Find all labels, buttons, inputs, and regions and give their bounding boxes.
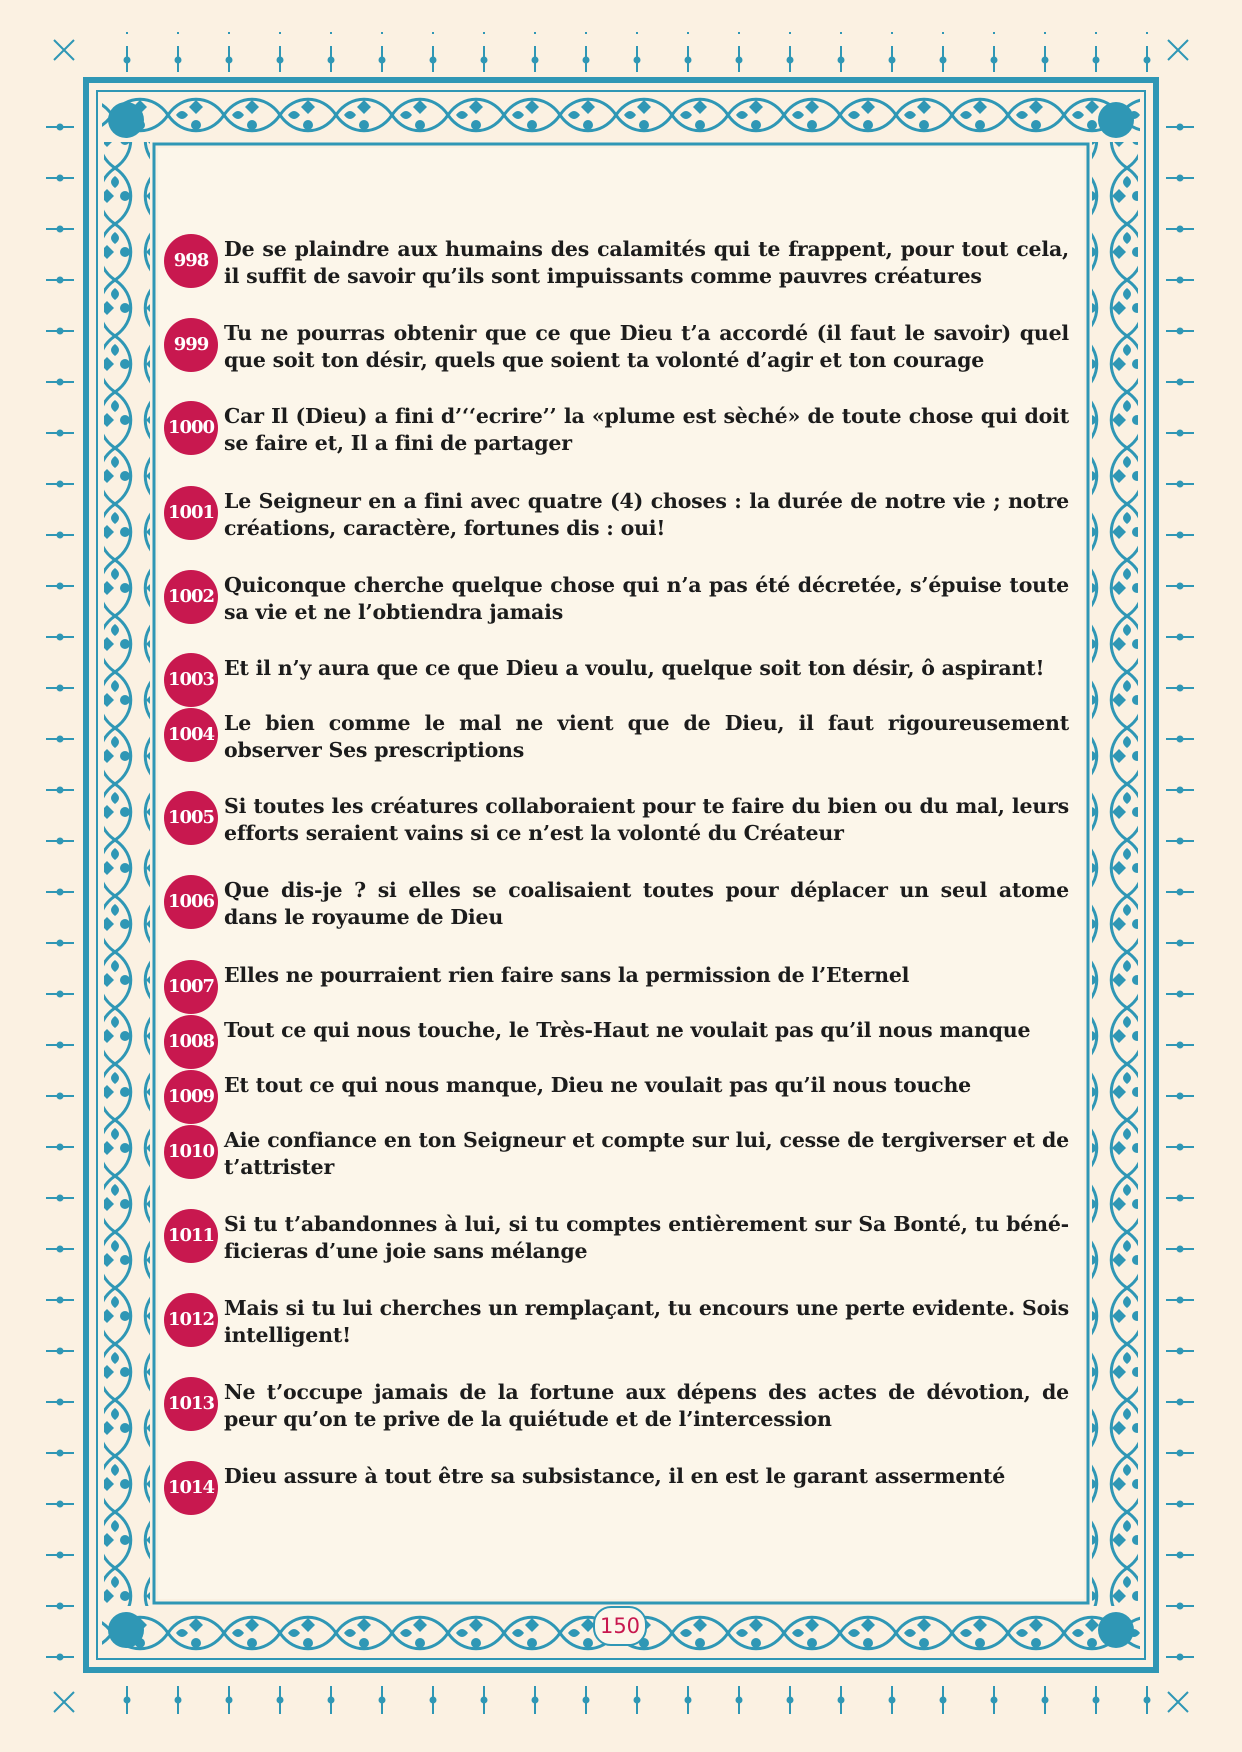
verse-text: Et tout ce qui nous manque, Dieu ne voulait pas qu’il nous touche <box>224 1073 972 1097</box>
verse-number-badge: 999 <box>164 318 218 372</box>
verse-text: Quiconque cherche quelque chose qui n’a pas été décretée, s’épuise toute sa vie et ne l’obtiendra jamais <box>224 573 1069 624</box>
verse-text: Le Seigneur en a fini avec quatre (4) choses : la durée de notre vie ; notre créations, caractère, fortunes dis : oui! <box>224 489 1069 540</box>
verse-number-badge: 1010 <box>164 1125 218 1179</box>
verse-number-badge: 998 <box>164 234 218 288</box>
verse-number-badge: 1004 <box>164 708 218 762</box>
verse-text: Ne t’occupe jamais de la fortune aux dépens des actes de dévotion, de peur qu’on te prive de la quiétude et de l’intercession <box>224 1380 1069 1431</box>
verse-text: Tout ce qui nous touche, le Très-Haut ne voulait pas qu’il nous manque <box>224 1018 1031 1042</box>
verse-number-badge: 1006 <box>164 875 218 929</box>
verse-text: Tu ne pourras obtenir que ce que Dieu t’a accordé (il faut le savoir) quel que soit ton désir, quels que soient ta volonté d’agir et ton courage <box>224 321 1069 372</box>
verse-number-badge: 1002 <box>164 570 218 624</box>
verse-text: Elles ne pourraient rien faire sans la permission de l’Eternel <box>224 963 910 987</box>
verse-text: Aie confiance en ton Seigneur et compte sur lui, cesse de tergiverser et de t’attrister <box>224 1128 1069 1179</box>
verse-text: Le bien comme le mal ne vient que de Dieu, il faut rigoureusement observer Ses prescriptions <box>224 711 1069 762</box>
verse-text: De se plaindre aux humains des calamités qui te frappent, pour tout cela, il suffit de savoir qu’ils sont impuissants comme pauvres créatures <box>224 237 1069 288</box>
verse-number-badge: 1007 <box>164 960 218 1014</box>
verse-number-badge: 1009 <box>164 1070 218 1124</box>
verse-text: Si toutes les créatures collaboraient pour te faire du bien ou du mal, leurs efforts seraient vains si ce n’est la volonté du Créateur <box>224 794 1069 845</box>
verse-number-badge: 1008 <box>164 1015 218 1069</box>
verse-number-badge: 1011 <box>164 1209 218 1263</box>
verse-text: Dieu assure à tout être sa subsistance, il en est le garant assermenté <box>224 1464 1006 1488</box>
verse-text: Si tu t’abandonnes à lui, si tu comptes entièrement sur Sa Bonté, tu béné-ficieras d’une joie sans mélange <box>224 1212 1069 1263</box>
page-number: 150 <box>593 1606 647 1646</box>
verse-number-badge: 1005 <box>164 791 218 845</box>
verse-number-badge: 1012 <box>164 1293 218 1347</box>
verse-text: Et il n’y aura que ce que Dieu a voulu, quelque soit ton désir, ô aspirant! <box>224 656 1045 680</box>
verse-text: Que dis-je ? si elles se coalisaient toutes pour déplacer un seul atome dans le royaume de Dieu <box>224 878 1069 929</box>
verse-number-badge: 1014 <box>164 1461 218 1515</box>
verse-text: Mais si tu lui cherches un remplaçant, tu encours une perte evidente. Sois intelligent! <box>224 1296 1069 1347</box>
verse-number-badge: 1001 <box>164 486 218 540</box>
verse-text: Car Il (Dieu) a fini d’‘‘ecrire’’ la «plume est sèché» de toute chose qui doit se faire et, Il a fini de partager <box>224 404 1069 455</box>
verse-number-badge: 1013 <box>164 1377 218 1431</box>
verse-number-badge: 1000 <box>164 401 218 455</box>
verse-number-badge: 1003 <box>164 653 218 707</box>
